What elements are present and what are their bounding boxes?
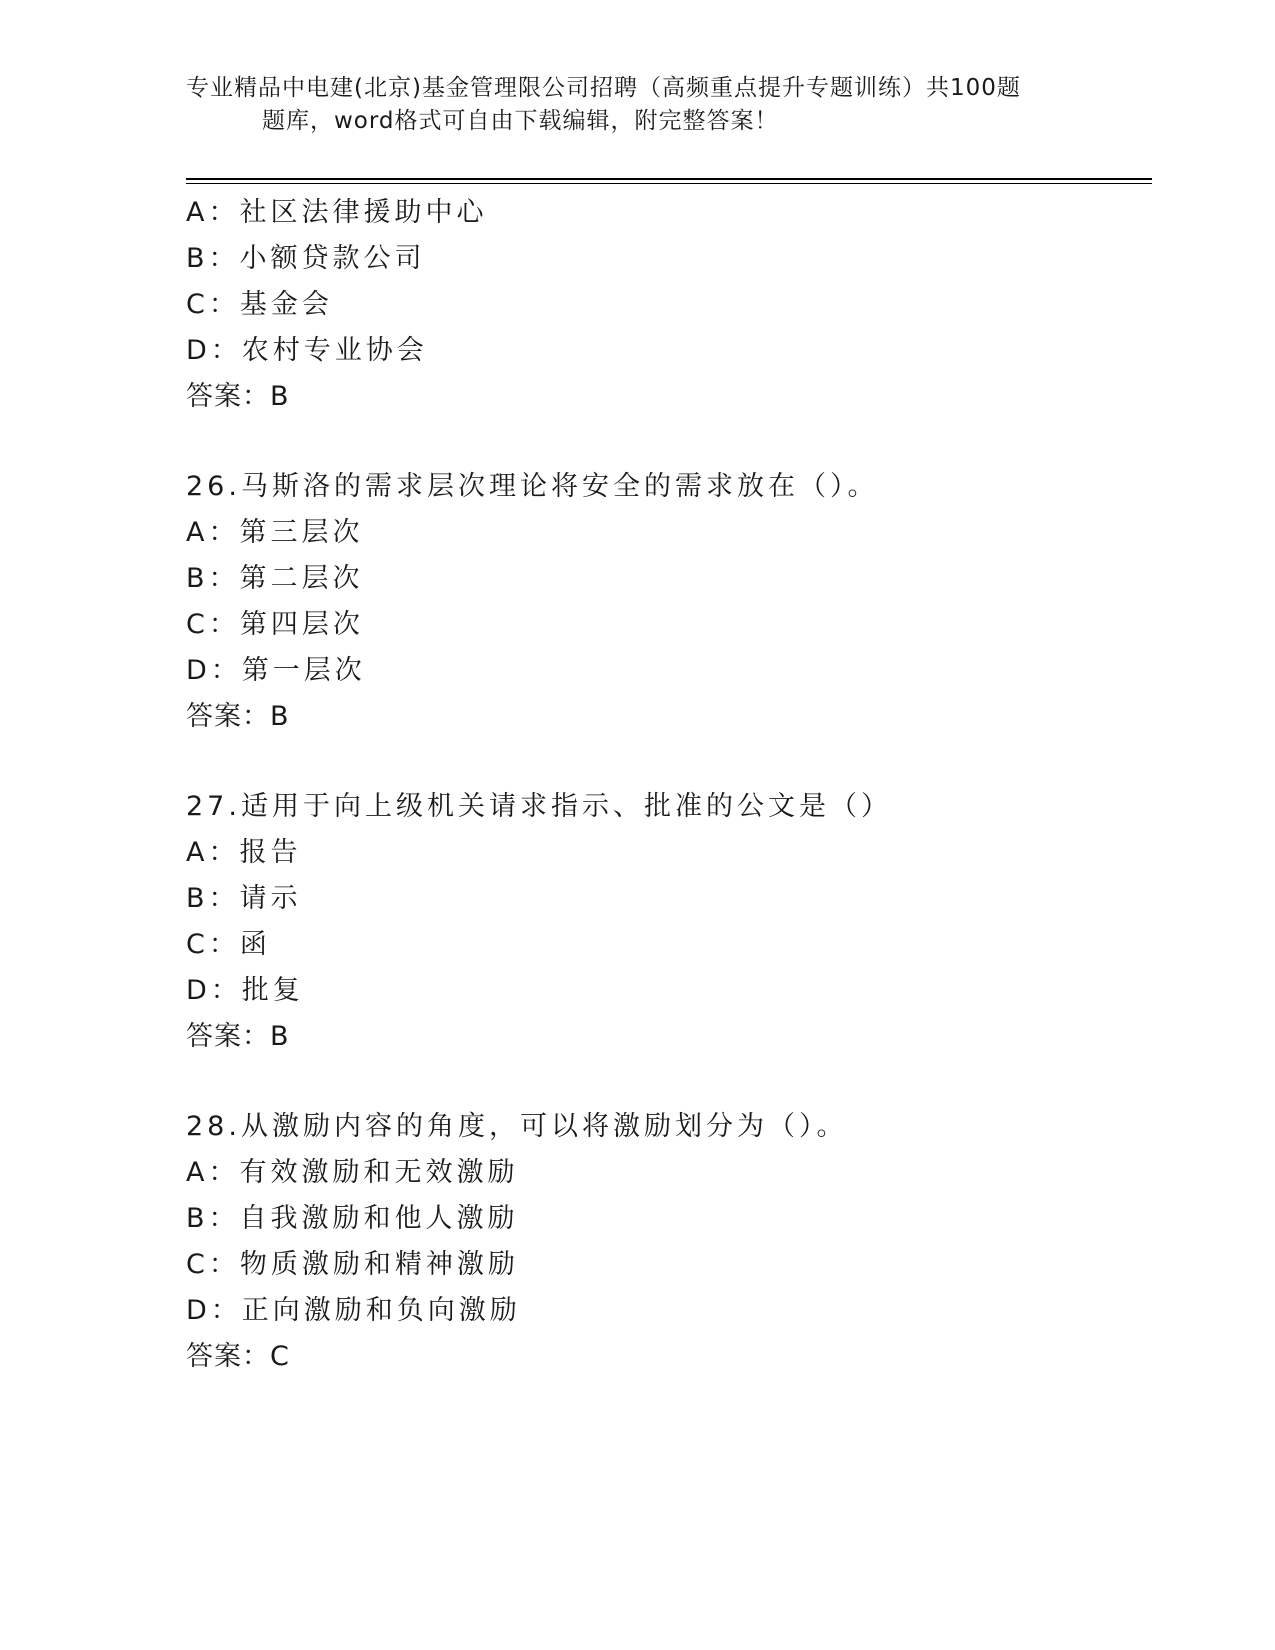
option-c: C：第四层次	[186, 609, 364, 640]
answer: 答案：B	[186, 381, 290, 412]
option-b: B：请示	[186, 883, 302, 914]
option-a: A：第三层次	[186, 517, 364, 548]
option-b: B：自我激励和他人激励	[186, 1203, 519, 1234]
header-title-line1: 专业精品中电建(北京)基金管理限公司招聘（高频重点提升专题训练）共100题	[186, 75, 1021, 101]
option-b: B：小额贷款公司	[186, 243, 426, 274]
question-block-28	[186, 1104, 1152, 1380]
answer: 答案：B	[186, 1021, 290, 1052]
question-block-26	[186, 464, 1152, 740]
option-d: D：第一层次	[186, 655, 366, 686]
header-divider-thick	[186, 178, 1152, 180]
question-block-27	[186, 784, 1152, 1060]
page-header	[186, 72, 1066, 138]
option-a: A：社区法律援助中心	[186, 197, 488, 228]
option-a: A：报告	[186, 837, 302, 868]
question-text: 28.从激励内容的角度，可以将激励划分为（）。	[186, 1111, 848, 1142]
option-a: A：有效激励和无效激励	[186, 1157, 519, 1188]
spacer	[186, 420, 1152, 464]
answer: 答案：C	[186, 1341, 290, 1372]
answer: 答案：B	[186, 701, 290, 732]
option-d: D：批复	[186, 975, 304, 1006]
option-c: C：物质激励和精神激励	[186, 1249, 519, 1280]
header-title-line2: 题库，word格式可自由下载编辑，附完整答案！	[262, 108, 779, 134]
option-b: B：第二层次	[186, 563, 364, 594]
option-c: C：函	[186, 929, 271, 960]
option-c: C：基金会	[186, 289, 333, 320]
question-list	[186, 190, 1152, 1380]
option-d: D：正向激励和负向激励	[186, 1295, 521, 1326]
header-divider-thin	[186, 183, 1152, 184]
spacer	[186, 1060, 1152, 1104]
question-text: 27.适用于向上级机关请求指示、批准的公文是（）	[186, 791, 892, 822]
option-d: D：农村专业协会	[186, 335, 428, 366]
question-text: 26.马斯洛的需求层次理论将安全的需求放在（）。	[186, 471, 879, 502]
question-block-25	[186, 190, 1152, 420]
spacer	[186, 740, 1152, 784]
